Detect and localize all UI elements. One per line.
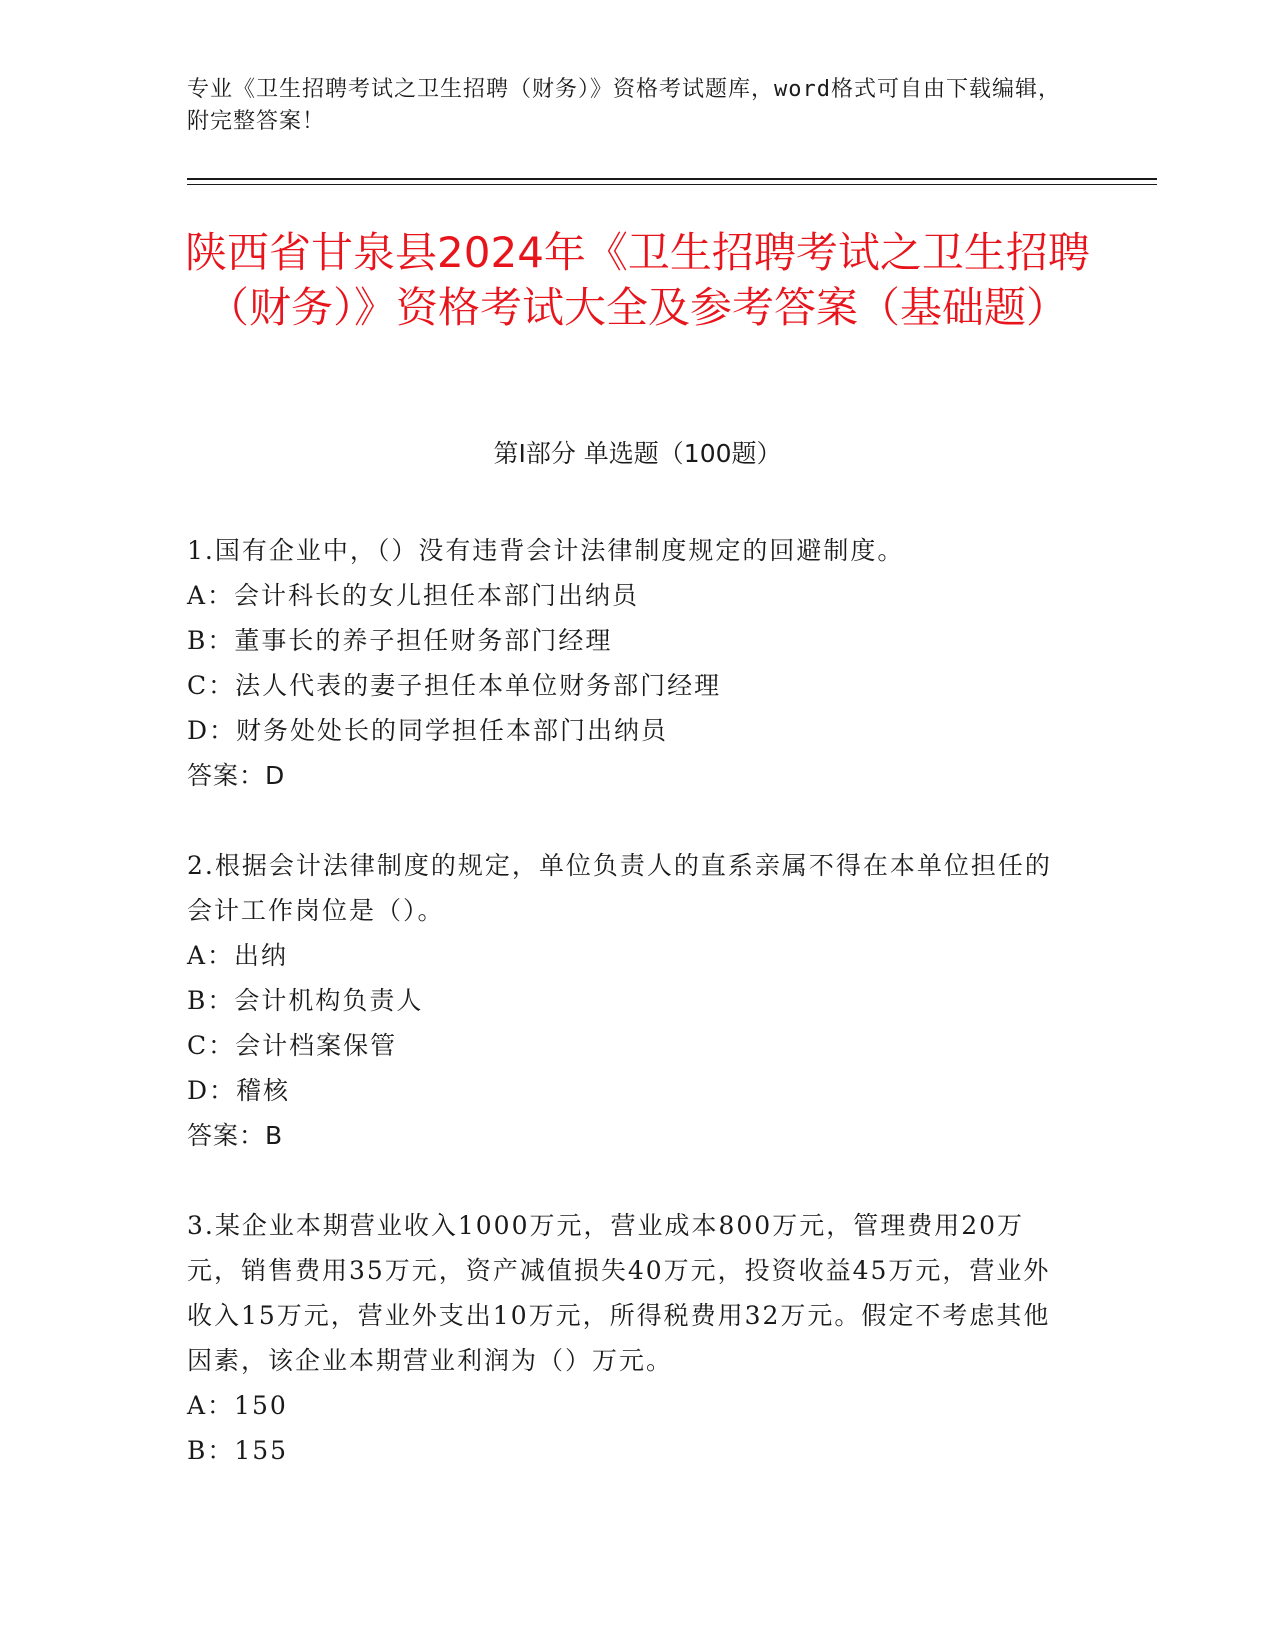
question-stem: 2.根据会计法律制度的规定，单位负责人的直系亲属不得在本单位担任的会计工作岗位是（）。 — [187, 851, 1052, 925]
question-stem: 3.某企业本期营业收入1000万元，营业成本800万元，管理费用20万元，销售费用35万元，资产减值损失40万元，投资收益45万元，营业外收入15万元，营业外支出10万元，所得税费用32万元。假定不考虑其他因素，该企业本期营业利润为（）万元。 — [187, 1211, 1051, 1375]
option-b: B：董事长的养子担任财务部门经理 — [187, 626, 613, 655]
option-a: A：出纳 — [187, 941, 289, 970]
option-c: C：会计档案保管 — [187, 1031, 398, 1060]
answer: 答案：D — [187, 761, 286, 790]
option-a: A：会计科长的女儿担任本部门出纳员 — [187, 581, 640, 610]
header-divider-thick — [187, 178, 1157, 180]
question-2 — [187, 843, 1067, 1158]
question-list — [187, 528, 1067, 1473]
option-a: A：150 — [187, 1391, 288, 1420]
option-b: B：155 — [187, 1436, 289, 1465]
answer: 答案：B — [187, 1121, 284, 1150]
section-title: 第I部分 单选题（100题） — [493, 439, 782, 468]
document-title: 陕西省甘泉县2024年《卫生招聘考试之卫生招聘（财务）》资格考试大全及参考答案（基础题） — [185, 228, 1090, 332]
question-stem: 1.国有企业中，（）没有违背会计法律制度规定的回避制度。 — [187, 536, 905, 565]
question-1 — [187, 528, 1067, 798]
header-divider-thin — [187, 184, 1157, 185]
option-d: D：财务处处长的同学担任本部门出纳员 — [187, 716, 669, 745]
question-3 — [187, 1203, 1067, 1473]
option-d: D：稽核 — [187, 1076, 291, 1105]
header-note: 专业《卫生招聘考试之卫生招聘（财务）》资格考试题库，word格式可自由下载编辑，附完整答案！ — [187, 77, 1061, 134]
option-c: C：法人代表的妻子担任本单位财务部门经理 — [187, 671, 722, 700]
option-b: B：会计机构负责人 — [187, 986, 424, 1015]
